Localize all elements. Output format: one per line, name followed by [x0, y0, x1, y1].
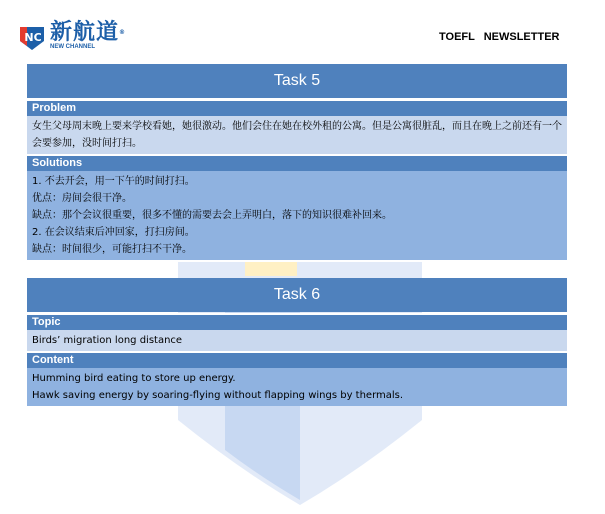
solution-line: 缺点：那个会议很重要，很多不懂的需要去会上弄明白，落下的知识很难补回来。	[32, 210, 392, 221]
logo-registered: ®	[119, 29, 127, 36]
solution-line: 优点：房间会很干净。	[32, 193, 132, 204]
logo-cn: 新航道	[50, 20, 120, 45]
problem-text-content: 女生父母周末晚上要来学校看她，她很激动。他们会住在她在校外租的公寓。但是公寓很脏乱，而且在晚上之前还有一个会要参加，没时间打扫。	[32, 121, 562, 149]
task6-title: Task 6	[27, 278, 567, 312]
content-text	[27, 368, 567, 406]
newsletter-title: TOEFL NEWSLETTER	[439, 31, 560, 43]
logo-mark-icon	[18, 24, 46, 50]
task6-table	[27, 278, 567, 406]
task5-title: Task 5	[27, 64, 567, 98]
task5-table	[27, 64, 567, 260]
logo	[18, 22, 126, 51]
topic-text	[27, 330, 567, 351]
topic-label: Topic	[27, 313, 567, 330]
solution-line: 缺点：时间很少，可能打扫不干净。	[32, 244, 192, 255]
problem-text	[27, 116, 567, 154]
solutions-text	[27, 171, 567, 260]
logo-en: NEW CHANNEL	[50, 44, 95, 50]
solutions-label: Solutions	[27, 154, 567, 171]
logo-mark-text: NC	[24, 30, 42, 44]
content-line: Humming bird eating to store up energy.	[32, 373, 236, 384]
solution-line: 2. 在会议结束后冲回家，打扫房间。	[32, 227, 195, 238]
content-line: Hawk saving energy by soaring-flying without flapping wings by thermals.	[32, 390, 404, 401]
problem-label: Problem	[27, 99, 567, 116]
topic-text-content: Birds’ migration long distance	[32, 335, 183, 346]
solution-line: 1. 不去开会，用一下午的时间打扫。	[32, 176, 195, 187]
content-label: Content	[27, 351, 567, 368]
